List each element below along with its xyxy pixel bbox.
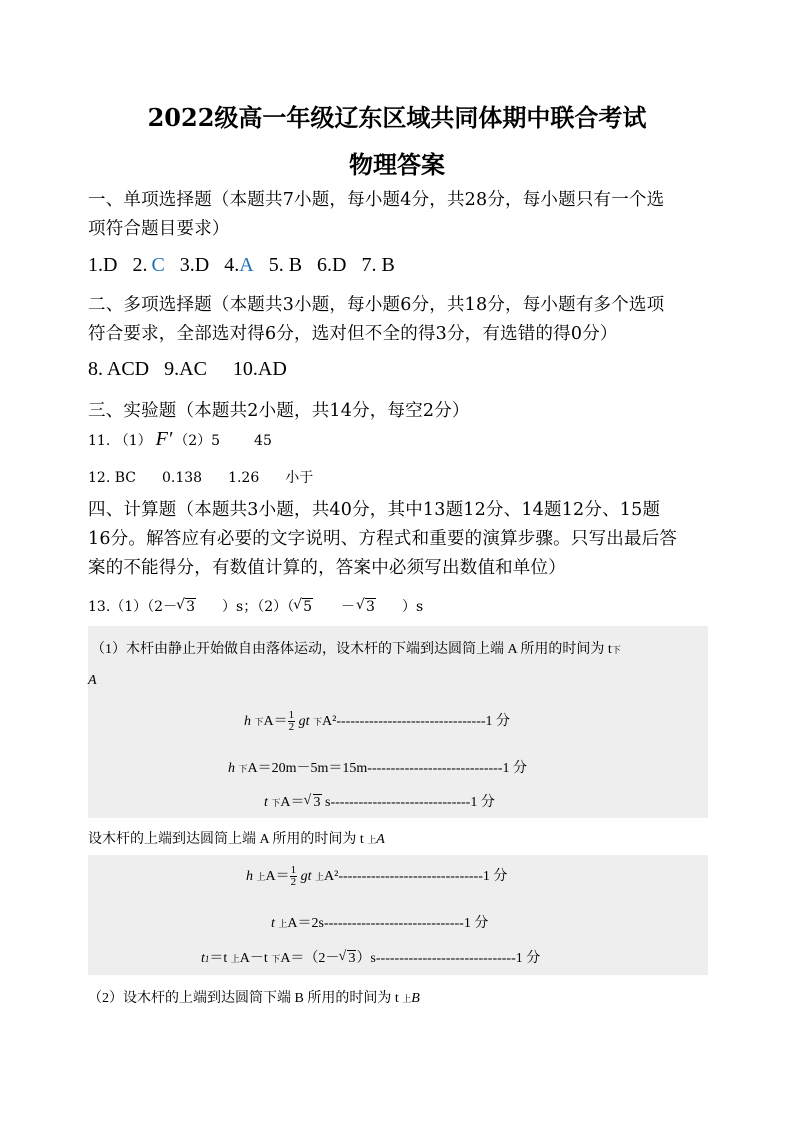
solution-p1-line1: （1）木杆由静止开始做自由落体运动，设木杆的下端到达圆筒上端 A 所用的时间为 t下	[91, 642, 621, 657]
q11-part2: （2）5	[174, 433, 221, 449]
section2-heading-line1: 二、多项选择题（本题共3小题，每小题6分，共18分，每小题有多个选项	[88, 295, 665, 315]
section4-heading-line2: 16分。解答应有必要的文字说明、方程式和重要的演算步骤。只写出最后答	[88, 529, 678, 549]
section1-heading-line2: 项符合题目要求）	[88, 219, 230, 239]
q11-symbol: F′	[155, 428, 173, 450]
answer-9: 9.AC	[164, 358, 207, 380]
q12-d: 小于	[285, 470, 314, 486]
answer-4-value: A	[239, 254, 254, 276]
equation-6: t1＝t 上A－t 下A＝（2－√ 3）s------------------------------1 分	[201, 947, 540, 967]
section2-heading-line2: 符合要求，全部选对得6分，选对但不全的得3分，有选错的得0分）	[88, 324, 618, 344]
q13-answer-line	[88, 596, 423, 616]
sqrt3-symbol-b: √ 3	[357, 599, 402, 615]
section4-heading-line1: 四、计算题（本题共3小题，共40分，其中13题12分、14题12分、15题	[88, 500, 661, 520]
document-title: 2022级高一年级辽东区域共同体期中联合考试	[147, 103, 647, 132]
answer-5: 5. B	[268, 254, 303, 276]
equation-4: h 上A＝ $\frac{1}{2}$ gt 上A²-------------------------------1 分	[246, 864, 508, 889]
equation-1: h 下A＝ $\frac{1}{2}$ gt 下A²--------------------------------1 分	[244, 709, 511, 734]
section4-heading-line3: 案的不能得分，有数值计算的，答案中必须写出数值和单位）	[88, 558, 566, 578]
q13-minus: －	[341, 599, 356, 615]
answer-2-value: C	[151, 254, 165, 276]
sqrt3-symbol-c: √ 3	[305, 795, 322, 811]
section2-answers	[88, 358, 302, 381]
q11-answer	[88, 428, 298, 451]
answer-7: 7. B	[361, 254, 395, 276]
solution-p3: （2）设木杆的上端到达圆筒下端 B 所用的时间为 t 上B	[88, 991, 420, 1006]
solution-block-1	[88, 626, 708, 818]
q12-answer	[88, 467, 339, 487]
q13-mid: ）s；（2）（	[222, 599, 295, 615]
q11-prefix: 11. （1）	[88, 433, 152, 449]
section3-heading: 三、实验题（本题共2小题，共14分，每空2分）	[88, 401, 470, 421]
solution-block-2	[88, 855, 708, 975]
answer-6: 6.D	[317, 254, 347, 276]
document-subtitle: 物理答案	[349, 150, 445, 179]
sqrt3-symbol: √ 3	[177, 599, 222, 615]
answer-1: 1.D	[88, 254, 118, 276]
q12-a: 12. BC	[88, 470, 136, 486]
answer-8: 8. ACD	[88, 358, 150, 380]
sqrt3-symbol-d: √ 3	[339, 951, 356, 967]
q13-prefix: 13.（1）（2－	[88, 599, 178, 615]
answer-3: 3.D	[179, 254, 210, 276]
solution-p1-line2: A	[88, 673, 97, 688]
q12-b: 0.138	[161, 470, 203, 486]
answer-4-label: 4.	[224, 254, 240, 276]
q12-c: 1.26	[228, 470, 260, 486]
fraction-half-2: $\frac{1}{2}$	[290, 864, 297, 889]
answer-10: 10.AD	[232, 358, 287, 380]
section1-answers	[88, 254, 410, 277]
solution-p2: 设木杆的上端到达圆筒上端 A 所用的时间为 t 上A	[88, 832, 385, 847]
fraction-half: $\frac{1}{2}$	[288, 709, 295, 734]
equation-3: t 下A＝√ 3 s------------------------------1 分	[264, 791, 495, 811]
equation-5: t 上A＝2s------------------------------1 分	[271, 916, 489, 931]
equation-2: h 下A＝20m－5m＝15m-----------------------------1 分	[228, 761, 527, 776]
answer-2-label: 2.	[132, 254, 148, 276]
section1-heading-line1: 一、单项选择题（本题共7小题，每小题4分，共28分，每小题只有一个选	[88, 190, 665, 210]
q11-last: 45	[254, 433, 272, 449]
q13-end: ）s	[401, 599, 424, 615]
sqrt5-symbol: √ 5	[294, 599, 339, 615]
